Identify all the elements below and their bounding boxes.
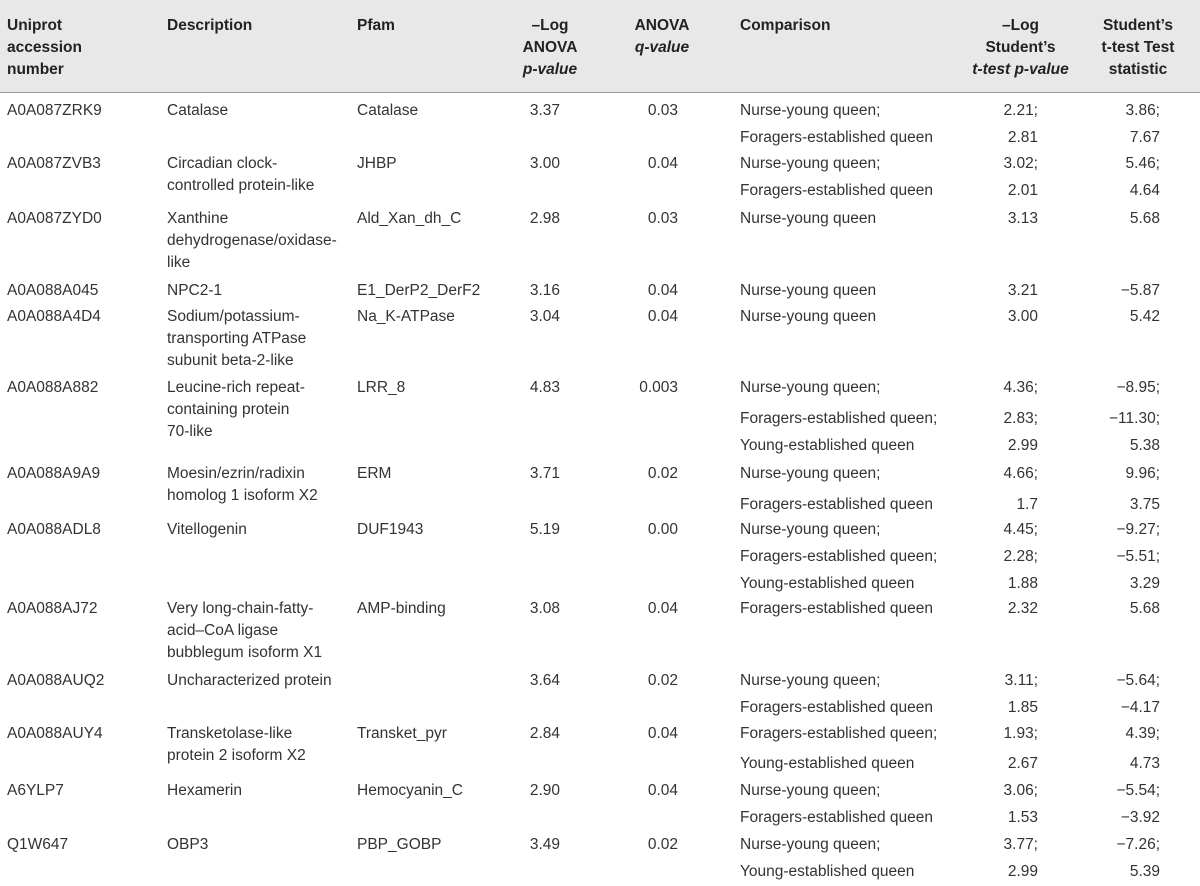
description-cell — [167, 519, 247, 541]
anova-q-cell: 0.03 — [647, 102, 678, 119]
header-uniprot — [7, 15, 147, 81]
description-cell — [167, 306, 306, 372]
log-ttest-cell: 4.36; — [1003, 379, 1038, 396]
header-log-anova-line: –Log — [531, 17, 569, 34]
anova-q-cell: 0.04 — [647, 600, 678, 617]
description-line: NPC2-1 — [167, 282, 223, 299]
description-line: Transketolase-like — [167, 725, 293, 742]
log-ttest-cell: 4.45; — [1003, 521, 1038, 538]
description-line: Leucine-rich repeat- — [167, 379, 305, 396]
header-uniprot-line: accession — [7, 39, 82, 56]
log-ttest-cell: 3.13 — [1007, 210, 1038, 227]
anova-q-cell: 0.04 — [647, 308, 678, 325]
description-line: Very long-chain-fatty- — [167, 600, 314, 617]
pfam-cell: PBP_GOBP — [357, 836, 442, 853]
accession-cell: A0A088A9A9 — [7, 465, 101, 482]
log-ttest-cell: 2.67 — [1007, 755, 1038, 772]
anova-q-cell: 0.03 — [647, 210, 678, 227]
pfam-cell: JHBP — [357, 155, 397, 172]
log-ttest-cell: 3.00 — [1007, 308, 1038, 325]
log-anova-cell: 2.84 — [529, 725, 560, 742]
pfam-cell: Catalase — [357, 102, 419, 119]
tstat-cell: −4.17 — [1120, 699, 1160, 716]
log-ttest-cell: 2.32 — [1007, 600, 1038, 617]
tstat-cell: −3.92 — [1120, 809, 1160, 826]
pfam-cell: AMP-binding — [357, 600, 446, 617]
description-line: like — [167, 254, 191, 271]
header-description — [167, 15, 252, 37]
log-anova-cell: 3.04 — [529, 308, 560, 325]
description-line: containing protein — [167, 401, 290, 418]
comparison-cell: Foragers-established queen — [740, 699, 934, 716]
comparison-cell: Foragers-established queen — [740, 182, 934, 199]
tstat-cell: 5.68 — [1129, 600, 1160, 617]
header-log-anova — [500, 15, 600, 81]
pfam-cell: E1_DerP2_DerF2 — [357, 282, 481, 299]
comparison-cell: Young-established queen — [740, 437, 915, 454]
header-uniprot-line: Uniprot — [7, 17, 63, 34]
comparison-cell: Nurse-young queen — [740, 210, 877, 227]
comparison-cell: Nurse-young queen — [740, 282, 877, 299]
header-tstat — [1083, 15, 1193, 81]
tstat-cell: −8.95; — [1116, 379, 1160, 396]
comparison-cell: Nurse-young queen; — [740, 521, 881, 538]
log-ttest-cell: 2.83; — [1003, 410, 1038, 427]
accession-cell: Q1W647 — [7, 836, 69, 853]
description-line: transporting ATPase — [167, 330, 307, 347]
accession-cell: A0A088AJ72 — [7, 600, 98, 617]
anova-q-cell: 0.04 — [647, 725, 678, 742]
comparison-cell: Foragers-established queen — [740, 600, 934, 617]
tstat-cell: 5.68 — [1129, 210, 1160, 227]
log-anova-cell: 3.71 — [529, 465, 560, 482]
log-ttest-cell: 1.7 — [1016, 496, 1038, 513]
header-anova-q-line: ANOVA — [634, 17, 690, 34]
tstat-cell: −7.26; — [1116, 836, 1160, 853]
tstat-cell: 5.46; — [1125, 155, 1160, 172]
anova-q-cell: 0.00 — [647, 521, 678, 538]
header-log-ttest-pvalue: t-test p-value — [972, 61, 1069, 78]
header-tstat-line: t-test Test — [1101, 39, 1175, 56]
log-ttest-cell: 2.28; — [1003, 548, 1038, 565]
description-cell — [167, 153, 314, 197]
accession-cell: A0A088A4D4 — [7, 308, 101, 325]
header-log-anova-line — [500, 59, 600, 81]
description-line: Circadian clock- — [167, 155, 278, 172]
comparison-cell: Nurse-young queen — [740, 308, 877, 325]
log-ttest-cell: 2.81 — [1007, 129, 1038, 146]
description-line: bubblegum isoform X1 — [167, 644, 323, 661]
description-cell — [167, 670, 332, 692]
tstat-cell: 4.39; — [1125, 725, 1160, 742]
description-line: Uncharacterized protein — [167, 672, 332, 689]
description-line: Xanthine — [167, 210, 229, 227]
log-ttest-cell: 3.11; — [1004, 672, 1038, 689]
accession-cell: A0A087ZRK9 — [7, 102, 102, 119]
header-anova-q-value: q-value — [634, 39, 690, 56]
tstat-cell: 3.29 — [1129, 575, 1160, 592]
header-uniprot-line: number — [7, 61, 64, 78]
description-line: Hexamerin — [167, 782, 242, 799]
header-divider — [0, 92, 1200, 93]
comparison-cell: Nurse-young queen; — [740, 782, 881, 799]
accession-cell: A0A088A045 — [7, 282, 99, 299]
tstat-cell: 4.64 — [1129, 182, 1160, 199]
header-tstat-line: Student’s — [1102, 17, 1174, 34]
accession-cell: A0A087ZYD0 — [7, 210, 102, 227]
header-log-anova-pvalue: p-value — [522, 61, 578, 78]
comparison-cell: Young-established queen — [740, 863, 915, 880]
tstat-cell: 5.38 — [1129, 437, 1160, 454]
log-ttest-cell: 2.99 — [1007, 437, 1038, 454]
log-anova-cell: 3.37 — [529, 102, 560, 119]
tstat-cell: 9.96; — [1125, 465, 1160, 482]
description-line: 70-like — [167, 423, 213, 440]
comparison-cell: Nurse-young queen; — [740, 672, 881, 689]
description-line: OBP3 — [167, 836, 209, 853]
comparison-cell: Foragers-established queen; — [740, 548, 938, 565]
description-line: Vitellogenin — [167, 521, 247, 538]
header-tstat-line: statistic — [1108, 61, 1168, 78]
tstat-cell: 7.67 — [1129, 129, 1160, 146]
description-cell — [167, 377, 305, 443]
anova-q-cell: 0.02 — [647, 465, 678, 482]
tstat-cell: −5.64; — [1116, 672, 1160, 689]
log-ttest-cell: 2.99 — [1007, 863, 1038, 880]
anova-q-cell: 0.04 — [647, 782, 678, 799]
header-log-ttest-line — [963, 59, 1078, 81]
description-cell — [167, 463, 318, 507]
comparison-cell: Nurse-young queen; — [740, 836, 881, 853]
comparison-cell: Foragers-established queen; — [740, 410, 938, 427]
accession-cell: A0A088ADL8 — [7, 521, 101, 538]
pfam-cell: ERM — [357, 465, 392, 482]
tstat-cell: −11.30; — [1109, 410, 1160, 427]
log-anova-cell: 3.16 — [529, 282, 560, 299]
tstat-cell: −9.27; — [1116, 521, 1160, 538]
description-line: subunit beta-2-like — [167, 352, 294, 369]
log-anova-cell: 3.00 — [529, 155, 560, 172]
comparison-cell: Nurse-young queen; — [740, 155, 881, 172]
description-cell — [167, 598, 322, 664]
comparison-cell: Nurse-young queen; — [740, 102, 881, 119]
comparison-cell: Nurse-young queen; — [740, 465, 881, 482]
tstat-cell: −5.54; — [1116, 782, 1160, 799]
description-line: Moesin/ezrin/radixin — [167, 465, 305, 482]
accession-cell: A6YLP7 — [7, 782, 64, 799]
log-anova-cell: 4.83 — [529, 379, 560, 396]
log-anova-cell: 3.08 — [529, 600, 560, 617]
header-anova-q — [612, 15, 712, 59]
log-ttest-cell: 1.93; — [1003, 725, 1038, 742]
log-ttest-cell: 3.21 — [1007, 282, 1038, 299]
anova-q-cell: 0.003 — [639, 379, 678, 396]
tstat-cell: 5.39 — [1129, 863, 1160, 880]
pfam-cell: LRR_8 — [357, 379, 406, 396]
comparison-cell: Foragers-established queen — [740, 809, 934, 826]
log-ttest-cell: 3.77; — [1003, 836, 1038, 853]
comparison-cell: Young-established queen — [740, 575, 915, 592]
header-description-text: Description — [167, 17, 253, 34]
log-ttest-cell: 2.21; — [1003, 102, 1038, 119]
header-log-ttest-line: –Log — [1001, 17, 1040, 34]
description-line: dehydrogenase/oxidase- — [167, 232, 337, 249]
accession-cell: A0A088AUY4 — [7, 725, 103, 742]
header-pfam — [357, 15, 395, 37]
comparison-cell: Nurse-young queen; — [740, 379, 881, 396]
log-ttest-cell: 3.02; — [1003, 155, 1038, 172]
description-line: acid–CoA ligase — [167, 622, 279, 639]
description-cell — [167, 100, 228, 122]
log-anova-cell: 2.98 — [529, 210, 560, 227]
description-line: controlled protein-like — [167, 177, 315, 194]
anova-q-cell: 0.04 — [647, 155, 678, 172]
log-ttest-cell: 1.85 — [1007, 699, 1038, 716]
log-ttest-cell: 1.53 — [1007, 809, 1038, 826]
accession-cell: A0A087ZVB3 — [7, 155, 101, 172]
description-line: protein 2 isoform X2 — [167, 747, 306, 764]
description-line: Catalase — [167, 102, 229, 119]
header-pfam-text: Pfam — [357, 17, 395, 34]
tstat-cell: −5.51; — [1116, 548, 1160, 565]
anova-q-cell: 0.02 — [647, 836, 678, 853]
pfam-cell: Hemocyanin_C — [357, 782, 463, 799]
log-ttest-cell: 4.66; — [1003, 465, 1038, 482]
header-log-ttest — [963, 15, 1078, 81]
description-cell — [167, 723, 306, 767]
comparison-cell: Foragers-established queen; — [740, 725, 938, 742]
accession-cell: A0A088AUQ2 — [7, 672, 105, 689]
log-anova-cell: 2.90 — [529, 782, 560, 799]
header-log-ttest-line: Student’s — [985, 39, 1056, 56]
log-anova-cell: 3.49 — [529, 836, 560, 853]
log-ttest-cell: 2.01 — [1007, 182, 1038, 199]
description-cell — [167, 208, 337, 274]
tstat-cell: 3.75 — [1129, 496, 1160, 513]
log-anova-cell: 5.19 — [529, 521, 560, 538]
comparison-cell: Foragers-established queen — [740, 496, 934, 513]
pfam-cell: Transket_pyr — [357, 725, 447, 742]
comparison-cell: Young-established queen — [740, 755, 915, 772]
tstat-cell: 4.73 — [1129, 755, 1160, 772]
accession-cell: A0A088A882 — [7, 379, 99, 396]
pfam-cell: Na_K-ATPase — [357, 308, 455, 325]
pfam-cell: DUF1943 — [357, 521, 424, 538]
header-comparison-text: Comparison — [740, 17, 831, 34]
anova-q-cell: 0.04 — [647, 282, 678, 299]
tstat-cell: −5.87 — [1120, 282, 1160, 299]
header-log-anova-line: ANOVA — [522, 39, 578, 56]
description-cell — [167, 280, 222, 302]
description-line: Sodium/potassium- — [167, 308, 300, 325]
tstat-cell: 5.42 — [1129, 308, 1160, 325]
header-comparison — [740, 15, 830, 37]
comparison-cell: Foragers-established queen — [740, 129, 934, 146]
description-line: homolog 1 isoform X2 — [167, 487, 318, 504]
header-anova-q-line — [612, 37, 712, 59]
pfam-cell: Ald_Xan_dh_C — [357, 210, 462, 227]
log-ttest-cell: 3.06; — [1003, 782, 1038, 799]
log-ttest-cell: 1.88 — [1007, 575, 1038, 592]
log-anova-cell: 3.64 — [529, 672, 560, 689]
description-cell — [167, 780, 242, 802]
description-cell — [167, 834, 208, 856]
tstat-cell: 3.86; — [1125, 102, 1160, 119]
anova-q-cell: 0.02 — [647, 672, 678, 689]
